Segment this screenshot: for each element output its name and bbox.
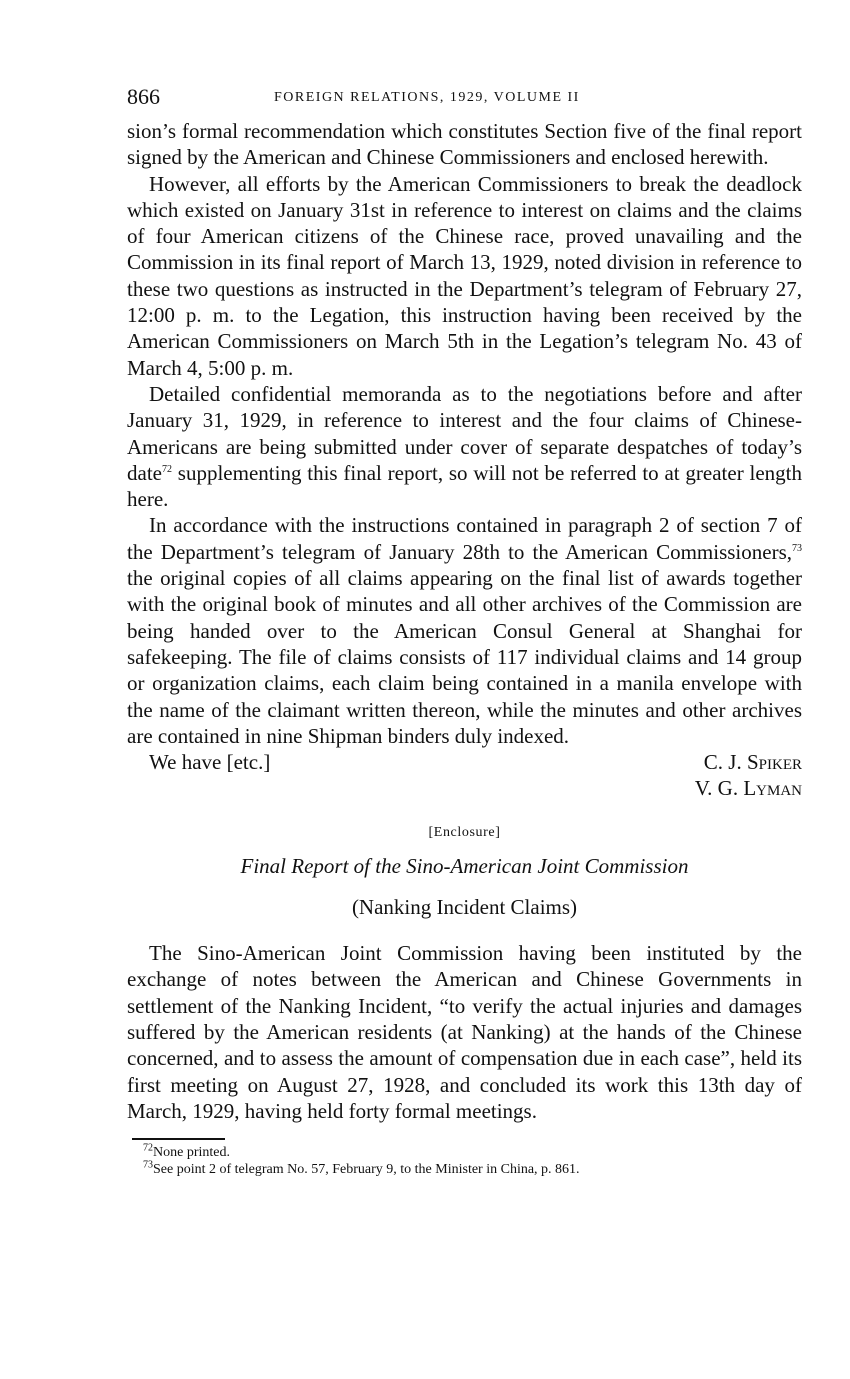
- signatory: V. G. Lyman: [694, 776, 802, 801]
- paragraph: However, all efforts by the American Commissioners to break the deadlock which existed on January 31st in reference to interest on claims and the claims of four American citizens of the Chinese race, proved unavailing and the Commission in its final report of March 13, 1929, noted division in reference to these two questions as instructed in the Department’s telegram of February 27, 12:00 p. m. to the Legation, this instruction having been received by the American Commissioners on March 5th in the Legation’s telegram No. 43 of March 4, 5:00 p. m.: [127, 171, 802, 380]
- signatory: C. J. Spiker: [703, 750, 802, 775]
- paragraph-text: the original copies of all claims appearing on the final list of awards together with the original book of minutes and all other archives of the Commission are being handed over to the American Consul General at Shanghai for safekeeping. The file of claims consists of 117 individual claims and 14 group or organization claims, each claim being contained in a manila envelope with the name of the claimant written thereon, while the minutes and other archives are contained in nine Shipman binders duly indexed.: [127, 566, 802, 748]
- page-header: [127, 84, 802, 118]
- paragraph-text: Detailed confidential memoranda as to the negotiations before and after January 31, 1929, in reference to interest and the four claims of Chinese-Americans are being submitted under cover of separate despatches of today’s date: [127, 381, 802, 485]
- closing-salutation: We have [etc.]: [149, 750, 271, 775]
- footnote-number: 72: [143, 1142, 153, 1154]
- paragraph: [127, 381, 802, 512]
- running-head: FOREIGN RELATIONS, 1929, VOLUME II: [274, 90, 580, 105]
- footnote: [127, 1144, 802, 1161]
- footnotes: [127, 1144, 802, 1178]
- document-page: [127, 84, 802, 1178]
- enclosure-label: [Enclosure]: [428, 825, 501, 841]
- footnote-text: See point 2 of telegram No. 57, February 9, to the Minister in China, p. 861.: [153, 1162, 580, 1178]
- letter-body: [127, 118, 802, 749]
- paragraph-text: supplementing this final report, so will not be referred to at greater length here.: [127, 460, 802, 512]
- footnote: [127, 1161, 802, 1178]
- footnote-text: None printed.: [153, 1145, 230, 1161]
- enclosure-body: [127, 940, 802, 1124]
- signatories: [695, 749, 802, 801]
- enclosure-title: Final Report of the Sino-American Joint Commission: [240, 854, 689, 879]
- paragraph-text: In accordance with the instructions contained in paragraph 2 of section 7 of the Department’s telegram of January 28th to the American Commissioners,: [127, 513, 802, 564]
- footnote-divider: [132, 1138, 225, 1140]
- paragraph: The Sino-American Joint Commission having been instituted by the exchange of notes between the American and Chinese Governments in settlement of the Nanking Incident, “to verify the actual injuries and damages suffered by the American residents (at Nanking) at the hands of the Chinese concerned, and to assess the amount of compensation due in each case”, held its first meeting on August 27, 1928, and concluded its work this 13th day of March, 1929, having held forty formal meetings.: [127, 941, 802, 1123]
- enclosure-subtitle: (Nanking Incident Claims): [351, 895, 578, 920]
- paragraph: [127, 512, 802, 749]
- signature-block: [127, 749, 802, 801]
- footnote-number: 73: [143, 1159, 153, 1171]
- footnote-ref: 73: [792, 542, 802, 554]
- page-number: 866: [127, 84, 160, 109]
- paragraph: sion’s formal recommendation which constitutes Section five of the final report signed by the American and Chinese Commissioners and enclosed herewith.: [127, 119, 802, 170]
- footnote-ref: 72: [161, 463, 172, 475]
